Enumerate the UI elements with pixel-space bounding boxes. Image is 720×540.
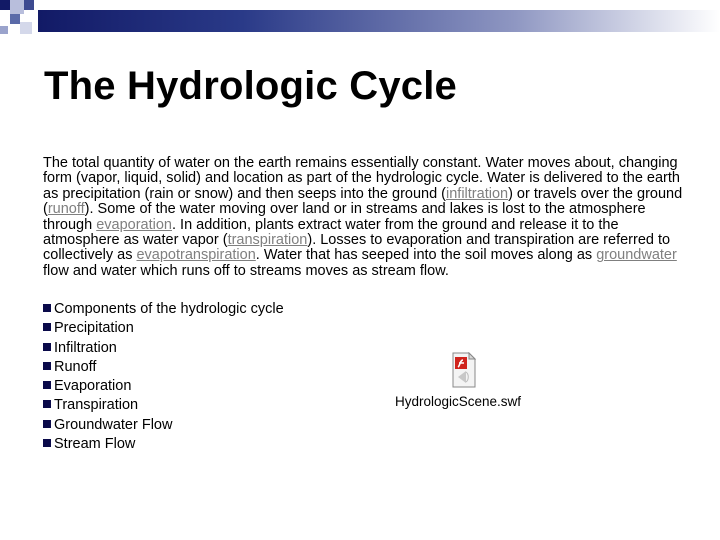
body-text-segment: The total quantity of water on the earth remains essentially constant. Water moves about, changing form (vapor, liquid, solid) and location as part of the hydrologic cycle. Water is delivered to the earth as precipitation (rain or snow) and then seeps into the ground ( — [43, 155, 680, 202]
bullet-item — [43, 358, 284, 377]
glossary-link[interactable]: infiltration — [446, 185, 509, 202]
bullet-square-icon — [43, 362, 51, 370]
body-text-segment: ) or travels over the ground ( — [43, 185, 683, 218]
bullet-label: Precipitation — [54, 320, 134, 337]
deco-square — [20, 22, 32, 34]
body-text-segment: . In addition, plants extract water from the ground and release it to the atmosphere as water vapor ( — [43, 216, 619, 249]
bullet-square-icon — [43, 381, 51, 389]
body-text-segment: ). Losses to evaporation and transpiration are referred to collectively as — [43, 232, 671, 264]
glossary-link[interactable]: evapotranspiration — [136, 247, 256, 264]
bullet-label: Stream Flow — [54, 436, 136, 453]
bullet-label: Components of the hydrologic cycle — [54, 301, 284, 317]
bullet-label: Transpiration — [54, 397, 139, 414]
bullet-square-icon — [43, 343, 51, 351]
deco-square — [0, 0, 10, 10]
bullet-item — [43, 435, 284, 454]
deco-square — [10, 0, 24, 14]
deco-square — [10, 14, 20, 24]
bullet-item — [43, 416, 284, 435]
slide-body-text — [43, 156, 683, 279]
deco-square — [24, 0, 34, 10]
bullet-square-icon — [43, 400, 51, 408]
bullet-square-icon — [43, 439, 51, 447]
bullet-item — [43, 396, 284, 415]
bullet-square-icon — [43, 420, 51, 428]
slide-title: The Hydrologic Cycle — [44, 64, 457, 108]
bullet-list — [43, 300, 284, 454]
flash-file-icon[interactable] — [452, 352, 476, 388]
glossary-link[interactable]: transpiration — [227, 232, 308, 249]
bullet-item — [43, 300, 284, 319]
header-gradient-bar — [38, 10, 720, 32]
corner-decoration — [0, 0, 720, 48]
bullet-square-icon — [43, 323, 51, 331]
deco-square — [0, 26, 8, 34]
body-text-segment: . Water that has seeped into the soil moves along as — [255, 247, 597, 264]
bullet-label: Infiltration — [54, 339, 117, 356]
body-text-segment: ). Some of the water moving over land or in streams and lakes is lost to the atmosphere through — [43, 201, 646, 233]
body-text-segment: flow and water which runs off to streams moves as stream flow. — [43, 262, 449, 279]
bullet-item — [43, 377, 284, 396]
glossary-link[interactable]: groundwater — [596, 247, 677, 264]
bullet-label: Evaporation — [54, 378, 132, 395]
attachment-filename[interactable]: HydrologicScene.swf — [395, 394, 522, 409]
bullet-label: Runoff — [54, 358, 97, 375]
glossary-link[interactable]: runoff — [47, 201, 85, 218]
bullet-item — [43, 319, 284, 338]
bullet-label: Groundwater Flow — [54, 416, 173, 433]
bullet-item — [43, 339, 284, 358]
glossary-link[interactable]: evaporation — [96, 216, 172, 233]
bullet-square-icon — [43, 304, 51, 312]
